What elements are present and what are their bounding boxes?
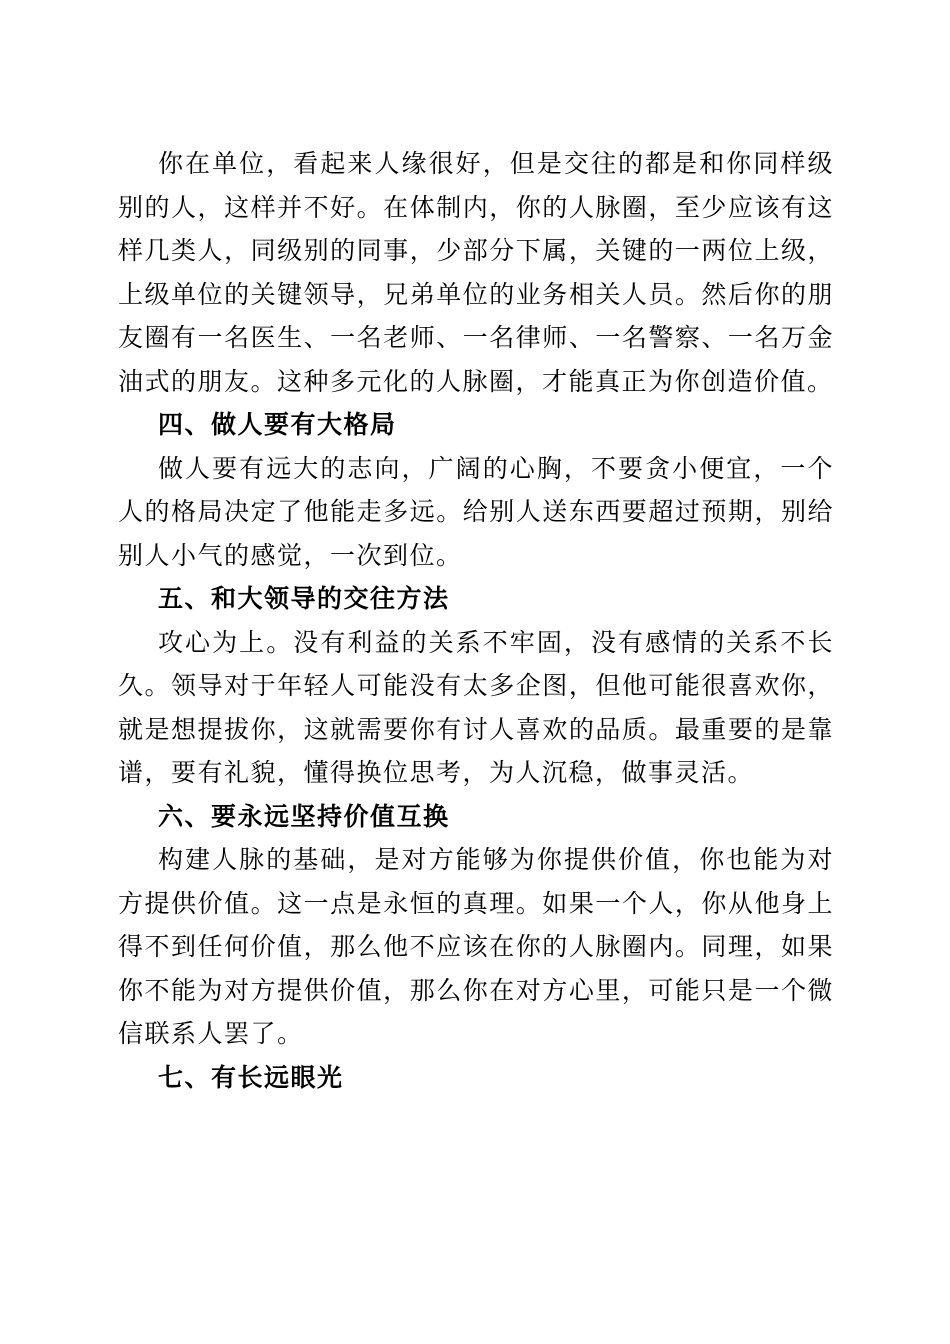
heading-section-5: 五、和大领导的交往方法	[158, 584, 450, 613]
paragraph-network-circle: 你在单位，看起来人缘很好，但是交往的都是和你同样级别的人，这样并不好。在体制内，你的人脉圈，至少应该有这样几类人，同级别的同事，少部分下属，关键的一两位上级，上级单位的关键领导，兄弟单位的业务相关人员。然后你的朋友圈有一名医生、一名老师、一名律师、一名警察、一名万金油式的朋友。这种多元化的人脉圈，才能真正为你创造价值。	[118, 149, 834, 396]
heading-section-4: 四、做人要有大格局	[158, 410, 397, 439]
document-body	[118, 142, 834, 1099]
paragraph-value-exchange: 构建人脉的基础，是对方能够为你提供价值，你也能为对方提供价值。这一点是永恒的真理。如果一个人，你从他身上得不到任何价值，那么他不应该在你的人脉圈内。同理，如果你不能为对方提供价值，那么你在对方心里，可能只是一个微信联系人罢了。	[118, 845, 834, 1048]
heading-section-6: 六、要永远坚持价值互换	[158, 801, 450, 831]
heading-section-7: 七、有长远眼光	[158, 1062, 344, 1092]
paragraph-leader-relations: 攻心为上。没有利益的关系不牢固，没有感情的关系不长久。领导对于年轻人可能没有太多企图，但他可能很喜欢你，就是想提拔你，这就需要你有讨人喜欢的品质。最重要的是靠谱，要有礼貌，懂得换位思考，为人沉稳，做事灵活。	[118, 627, 834, 787]
paragraph-big-picture: 做人要有远大的志向，广阔的心胸，不要贪小便宜，一个人的格局决定了他能走多远。给别人送东西要超过预期，别给别人小气的感觉，一次到位。	[118, 453, 834, 570]
